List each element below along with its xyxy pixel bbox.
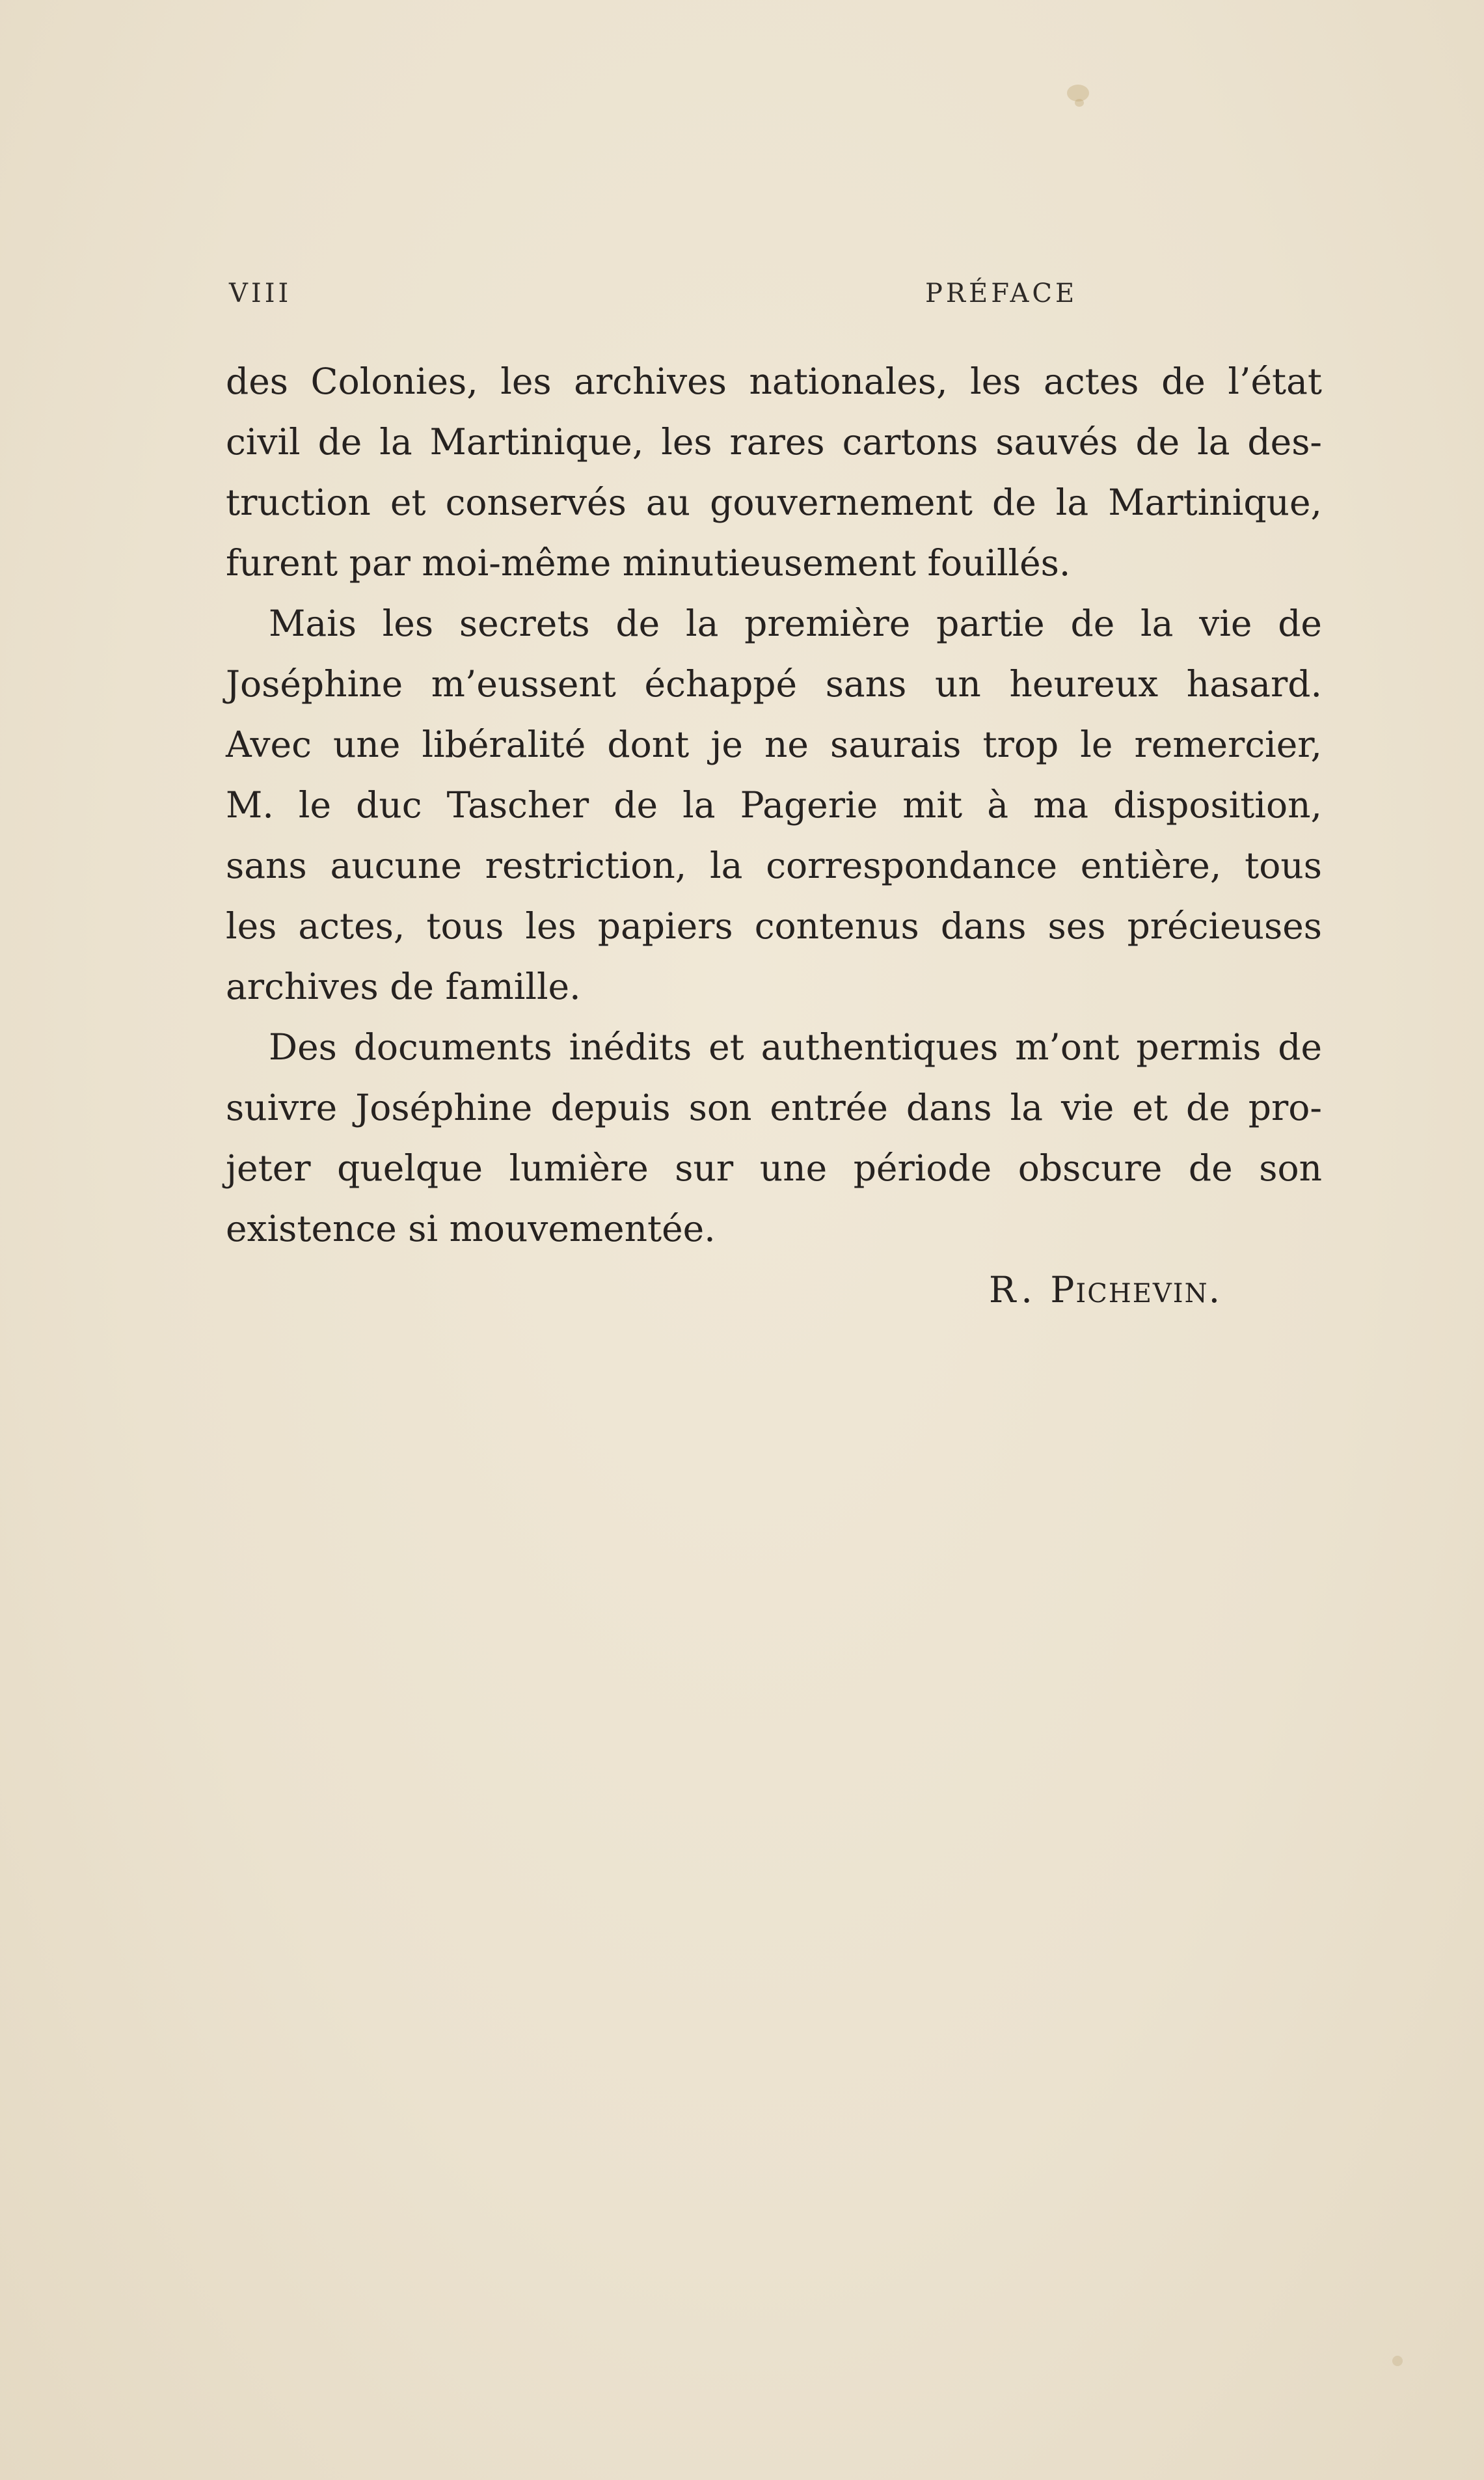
text-line: Avec une libéralité dont je ne saurais trop le remercier,	[226, 724, 1322, 765]
page-number: VIII	[229, 279, 292, 308]
text-line: suivre Joséphine depuis son entrée dans la vie et de pro-	[226, 1087, 1322, 1128]
text-line: des Colonies, les archives nationales, les actes de l’état	[226, 361, 1322, 402]
text-line: les actes, tous les papiers contenus dans ses précieuses	[226, 905, 1322, 947]
paper-stain	[1075, 99, 1084, 107]
text-line: Des documents inédits et authentiques m’ont permis de	[269, 1026, 1322, 1068]
text-line: Joséphine m’eussent échappé sans un heureux hasard.	[226, 663, 1322, 705]
signature-name-small-caps: ICHEVIN	[1075, 1279, 1209, 1309]
text-line: sans aucune restriction, la correspondance entière, tous	[226, 845, 1322, 886]
text-line: truction et conservés au gouvernement de la Martinique,	[226, 482, 1322, 523]
signature-name-capital: P	[1050, 1269, 1076, 1311]
text-line: M. le duc Tascher de la Pagerie mit à ma disposition,	[226, 784, 1322, 826]
text-line: civil de la Martinique, les rares cartons sauvés de la des-	[226, 421, 1322, 463]
paragraph-2	[226, 593, 1322, 1017]
text-line: furent par moi-même minutieusement fouillés.	[226, 542, 1071, 584]
running-title: PRÉFACE	[925, 279, 1078, 308]
signature-period: .	[1208, 1269, 1222, 1311]
paragraph-1	[226, 351, 1322, 593]
signature-initial: R.	[989, 1269, 1038, 1311]
author-signature	[989, 1260, 1221, 1324]
body-text	[226, 351, 1322, 1259]
paragraph-3	[226, 1017, 1322, 1259]
paper-stain	[1392, 2356, 1403, 2366]
running-head	[229, 279, 1322, 311]
signature-name	[1050, 1269, 1221, 1311]
text-line: Mais les secrets de la première partie de la vie de	[269, 603, 1322, 644]
text-line: archives de famille.	[226, 966, 581, 1007]
text-line: jeter quelque lumière sur une période obscure de son	[226, 1147, 1322, 1189]
text-line: existence si mouvementée.	[226, 1208, 716, 1249]
